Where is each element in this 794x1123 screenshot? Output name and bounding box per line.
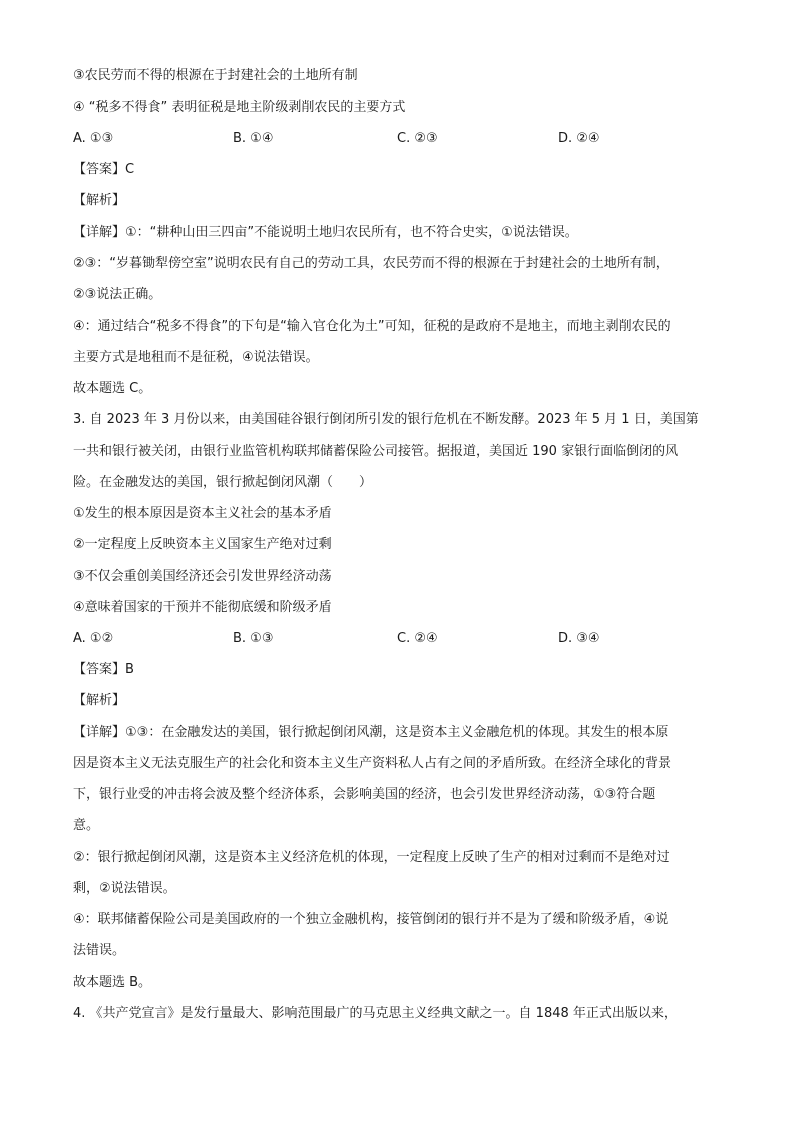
q3-detail-line-4: 意。: [73, 818, 100, 833]
q3-detail-line-1: [73, 724, 668, 742]
q2-detail-line-5: 主要方式是地租而不是征税，④说法错误。: [73, 350, 319, 365]
q4-stem-line-1: 4. 《共产党宣言》是发行量最大、影响范围最广的马克思主义经典文献之一。自 1848 年正式出版以来，: [73, 1006, 677, 1021]
q3-detail-line-6: 剩，②说法错误。: [73, 881, 176, 896]
q2-answer: [73, 161, 134, 179]
q2-detail-line-2: ②③：“岁暮锄犁傍空室”说明农民有自己的劳动工具，农民劳而不得的根源在于封建社会的土地所有制，: [73, 256, 669, 271]
q3-detail-line-8: 法错误。: [73, 943, 126, 958]
q3-option-c: C. ②④: [397, 631, 438, 646]
q3-statement-2: ②一定程度上反映资本主义国家生产绝对过剩: [73, 537, 332, 552]
q2-option-a: A. ①③: [73, 131, 114, 146]
answer-value: C: [125, 162, 135, 177]
detail-text: ①③：在金融发达的美国，银行掀起倒闭风潮，这是资本主义金融危机的体现。其发生的根本原: [125, 725, 669, 740]
q2-option-d: D. ②④: [558, 131, 600, 146]
q3-statement-1: ①发生的根本原因是资本主义社会的基本矛盾: [73, 506, 332, 521]
q3-stem-line-3: 险。在金融发达的美国，银行掀起倒闭风潮（ ）: [73, 475, 373, 490]
q3-detail-line-2: 因是资本主义无法克服生产的社会化和资本主义生产资料私人占有之间的矛盾所致。在经济全球化的背景: [73, 756, 672, 771]
q3-analysis-label: 【解析】: [73, 693, 126, 708]
q3-stem-line-1: 3. 自 2023 年 3 月份以来，由美国硅谷银行倒闭所引发的银行危机在不断发酵。2023 年 5 月 1 日，美国第: [73, 412, 699, 427]
answer-value: B: [125, 662, 134, 677]
detail-text: ①：“耕种山田三四亩”不能说明土地归农民所有，也不符合史实，①说法错误。: [125, 225, 578, 240]
q2-statement-4: ④ “税多不得食” 表明征税是地主阶级剥削农民的主要方式: [73, 100, 406, 115]
q2-analysis-label: 【解析】: [73, 193, 126, 208]
q3-statement-4: ④意味着国家的干预并不能彻底缓和阶级矛盾: [73, 600, 332, 615]
detail-label: 【详解】: [73, 225, 126, 240]
q3-detail-line-5: ②：银行掀起倒闭风潮，这是资本主义经济危机的体现，一定程度上反映了生产的相对过剩而不是绝对过: [73, 850, 670, 865]
q3-statement-3: ③不仅会重创美国经济还会引发世界经济动荡: [73, 569, 332, 584]
detail-label: 【详解】: [73, 725, 126, 740]
q3-detail-line-7: ④：联邦储蓄保险公司是美国政府的一个独立金融机构，接管倒闭的银行并不是为了缓和阶级矛盾，④说: [73, 912, 669, 927]
q2-detail-line-1: [73, 224, 578, 242]
q2-option-c: C. ②③: [397, 131, 438, 146]
q3-option-d: D. ③④: [558, 631, 600, 646]
q2-conclusion: 故本题选 C。: [73, 381, 152, 396]
q3-conclusion: 故本题选 B。: [73, 975, 152, 990]
q3-answer: [73, 661, 134, 679]
q3-option-b: B. ①③: [233, 631, 274, 646]
q3-detail-line-3: 下，银行业受的冲击将会波及整个经济体系，会影响美国的经济，也会引发世界经济动荡，①③符合题: [73, 787, 656, 802]
q3-option-a: A. ①②: [73, 631, 114, 646]
q2-option-b: B. ①④: [233, 131, 274, 146]
answer-label: 【答案】: [73, 662, 126, 677]
q2-statement-3: ③农民劳而不得的根源在于封建社会的土地所有制: [73, 68, 358, 83]
answer-label: 【答案】: [73, 162, 126, 177]
q2-detail-line-3: ②③说法正确。: [73, 287, 162, 302]
q3-stem-line-2: 一共和银行被关闭，由银行业监管机构联邦储蓄保险公司接管。据报道，美国近 190 家银行面临倒闭的风: [73, 444, 679, 459]
q2-detail-line-4: ④：通过结合“税多不得食”的下句是“输入官仓化为土”可知，征税的是政府不是地主，而地主剥削农民的: [73, 319, 671, 334]
